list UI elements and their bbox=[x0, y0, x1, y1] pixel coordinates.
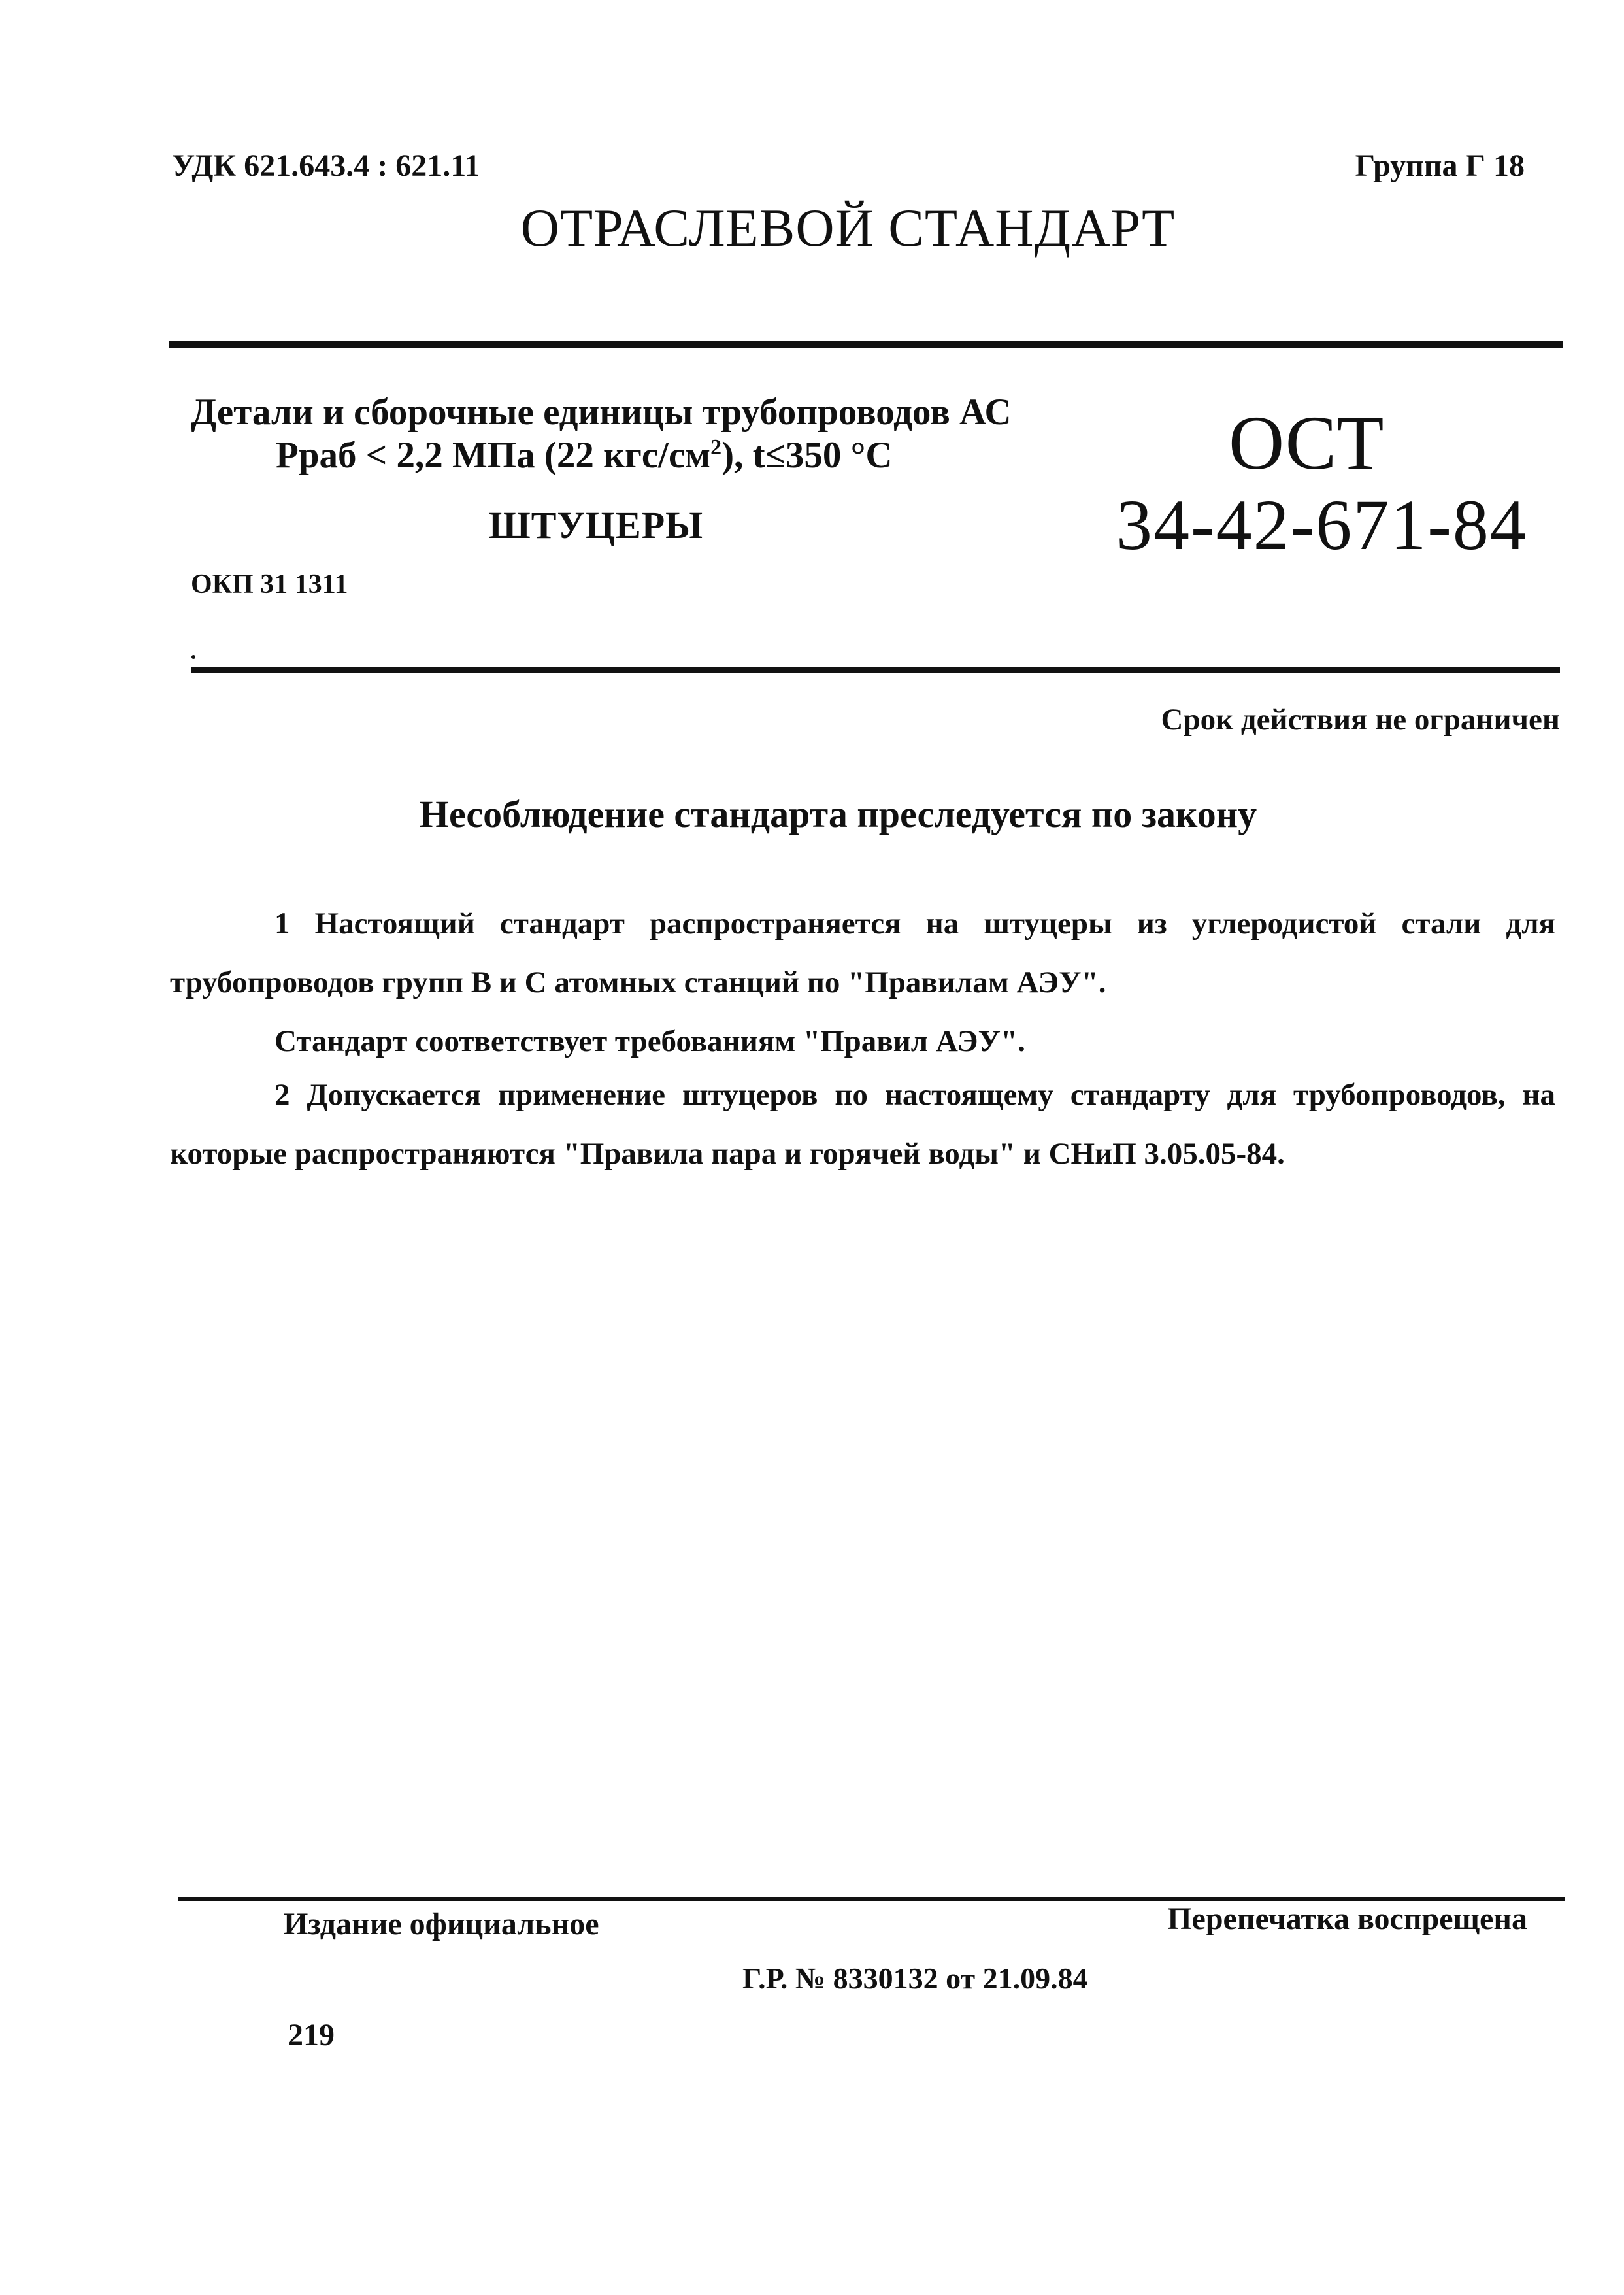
reprint-note: Перепечатка воспрещена bbox=[1167, 1901, 1527, 1936]
title-line2-post: ), t≤350 °С bbox=[721, 435, 893, 476]
paragraph-2: Стандарт соответствует требованиям "Правил АЭУ". bbox=[274, 1024, 1025, 1058]
title-line2-pre: Рраб < 2,2 МПа (22 кгс/см bbox=[276, 435, 711, 476]
divider-mark bbox=[191, 655, 195, 659]
udk-code: УДК 621.643.4 : 621.11 bbox=[172, 148, 480, 183]
ost-label: ОСТ bbox=[1229, 400, 1384, 486]
standard-title-line2 bbox=[276, 434, 893, 477]
legal-warning: Несоблюдение стандарта преследуется по закону bbox=[419, 793, 1257, 835]
group-code: Группа Г 18 bbox=[1355, 148, 1525, 183]
product-name: ШТУЦЕРЫ bbox=[489, 504, 704, 546]
paragraph-1: 1 Настоящий стандарт распространяется на штуцеры из углеродистой стали для трубопроводов групп В и С атомных станций по "Правилам АЭУ". bbox=[170, 907, 1555, 999]
title-divider bbox=[191, 667, 1560, 673]
registration-number: Г.Р. № 8330132 от 21.09.84 bbox=[742, 1962, 1088, 1995]
validity-note: Срок действия не ограничен bbox=[1161, 703, 1560, 737]
top-divider bbox=[169, 341, 1563, 348]
title-line2-superscript: 2 bbox=[710, 435, 722, 460]
edition-note: Издание официальное bbox=[284, 1907, 599, 1941]
document-type-heading: ОТРАСЛЕВОЙ СТАНДАРТ bbox=[520, 198, 1176, 258]
paragraph-3: 2 Допускается применение штуцеров по настоящему стандарту для трубопроводов, на которые распространяются "Правила пара и горячей воды" и СНиП 3.05.05-84. bbox=[170, 1078, 1555, 1171]
okp-code: ОКП 31 1311 bbox=[191, 569, 348, 599]
page-number: 219 bbox=[288, 2018, 335, 2052]
standard-title-line1: Детали и сборочные единицы трубопроводов АС bbox=[191, 392, 1012, 433]
ost-number: 34-42-671-84 bbox=[1116, 485, 1527, 565]
